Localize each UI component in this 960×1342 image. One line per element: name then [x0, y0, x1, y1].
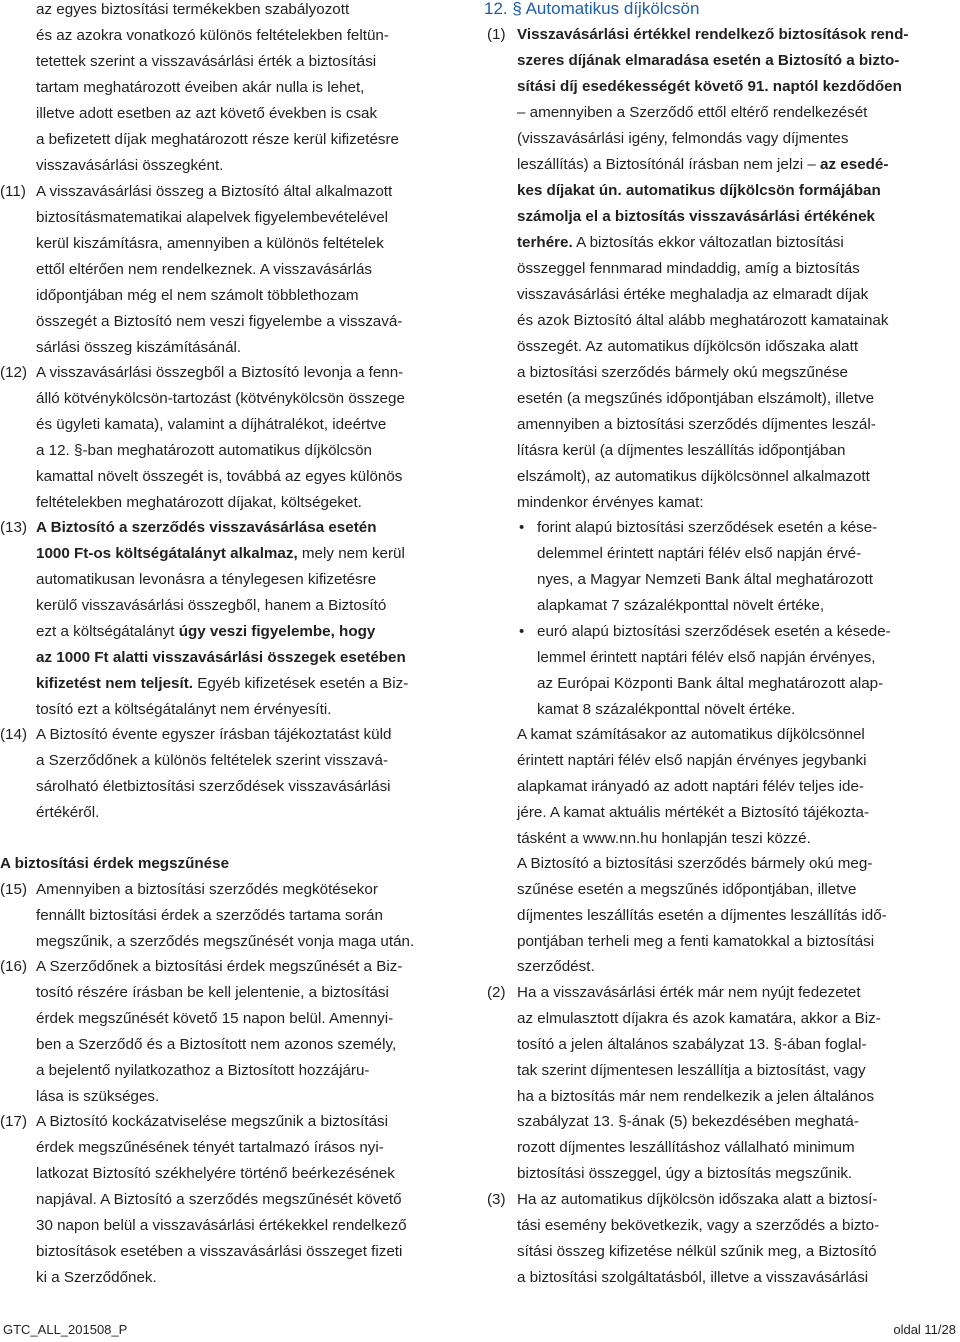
- bold-text-line: A Biztosító a szerződés visszavásárlása esetén: [36, 519, 377, 536]
- bullet-icon: •: [519, 623, 525, 640]
- footer-doc-code: GTC_ALL_201508_P: [3, 1322, 128, 1337]
- text-line: Ha a visszavásárlási érték már nem nyújt fedezetet: [517, 984, 861, 1001]
- text-line: biztosításmatematikai alapelvek figyelembevételével: [36, 209, 389, 226]
- text-line: A kamat számításakor az automatikus díjkölcsönnel: [517, 726, 865, 743]
- text-line: a Szerződőnek a különös feltételek szerint visszavá-: [36, 752, 389, 769]
- plain-text: ezt a költségátalányt: [36, 623, 179, 640]
- bullet-icon: •: [519, 519, 525, 536]
- text-line: összeggel fennmarad mindaddig, amíg a biztosítás: [517, 260, 860, 277]
- text-line: elszámolt), az automatikus díjkölcsönnel alkalmazott: [517, 468, 870, 485]
- text-line: összegét a Biztosító nem veszi figyelembe a visszavá-: [36, 313, 403, 330]
- text-line: [36, 675, 408, 693]
- text-line: tartam meghatározott éveiben akár nulla is lehet,: [36, 79, 365, 96]
- text-line: érintett naptári félév első napján érvényes jegybanki: [517, 752, 867, 769]
- text-line: tásként a www.nn.hu honlapján teszi közzé.: [517, 830, 811, 847]
- text-line: ben a Szerződő és a Biztosított nem azonos személy,: [36, 1036, 397, 1053]
- text-line: fennállt biztosítási érdek a szerződés tartama során: [36, 907, 383, 924]
- text-line: A Biztosító kockázatviselése megszűnik a biztosítási: [36, 1113, 389, 1130]
- text-line: pontjában terheli meg a fenti kamatokkal a biztosítási: [517, 933, 875, 950]
- text-line: napjával. A Biztosító a szerződés megszűnését követő: [36, 1191, 402, 1208]
- paragraph-number: (1): [487, 26, 506, 43]
- text-line: – amennyiben a Szerződő ettől eltérő rendelkezését: [517, 104, 868, 121]
- bold-text-line: kes díjakat ún. automatikus díjkölcsön formájában: [517, 182, 881, 199]
- text-line: [36, 623, 375, 641]
- text-line: tetettek szerint a visszavásárlási érték a biztosítási: [36, 53, 377, 70]
- text-line: 30 napon belül a visszavásárlási értékekkel rendelkező: [36, 1217, 407, 1234]
- section-heading: A biztosítási érdek megszűnése: [0, 855, 230, 872]
- plain-text: A biztosítás ekkor változatlan biztosítási: [572, 234, 844, 251]
- text-line: Ha az automatikus díjkölcsön időszaka alatt a biztosí-: [517, 1191, 878, 1208]
- text-line: illetve adott esetben az azt követő években is csak: [36, 105, 378, 122]
- text-line: a biztosítási szerződés bármely okú megszűnése: [517, 364, 848, 381]
- paragraph-number: (11): [0, 183, 26, 200]
- text-line: sítási összeg kifizetése nélkül szűnik meg, a Biztosító: [517, 1243, 877, 1260]
- text-line: biztosítási összeggel, úgy a biztosítás megszűnik.: [517, 1165, 853, 1182]
- bold-text: terhére.: [517, 234, 573, 251]
- text-line: tási esemény bekövetkezik, vagy a szerződés a bizto-: [517, 1217, 880, 1234]
- text-line: tosító részére írásban be kell jelentenie, a biztosítási: [36, 984, 389, 1001]
- bold-text: úgy veszi figyelembe, hogy: [178, 623, 376, 640]
- text-line: díjmentes leszállítás esetén a díjmentes leszállítás idő-: [517, 907, 887, 924]
- text-line: alapkamat irányadó az adott naptári félév teljes ide-: [517, 778, 864, 795]
- text-line: és az azokra vonatkozó különös feltételekben feltün-: [36, 27, 389, 44]
- bold-text: az esedé-: [820, 156, 889, 173]
- text-line: A visszavásárlási összegből a Biztosító levonja a fenn-: [36, 364, 404, 381]
- text-line: sárolható életbiztosítási szerződések visszavásárlási: [36, 778, 391, 795]
- text-line: érdek megszűnésének tényét tartalmazó írásos nyi-: [36, 1139, 384, 1156]
- text-line: és ügyleti kamata), valamint a díjhátralékot, ideértve: [36, 416, 387, 433]
- text-line: amennyiben a biztosítási szerződés díjmentes leszál-: [517, 416, 876, 433]
- text-line: szűnése esetén a megszűnés időpontjában, illetve: [517, 881, 857, 898]
- bold-text: 1000 Ft-os költségátalányt alkalmaz,: [36, 545, 298, 562]
- text-line: automatikusan levonásra a ténylegesen kifizetésre: [36, 571, 377, 588]
- footer-page-number: oldal 11/28: [893, 1322, 956, 1337]
- text-line: feltételekben meghatározott díjakat, költségeket.: [36, 494, 362, 511]
- text-line: rozott díjmentes leszállításhoz vállalható minimum: [517, 1139, 855, 1156]
- bullet-text-line: nyes, a Magyar Nemzeti Bank által meghatározott: [537, 571, 873, 588]
- bullet-text-line: forint alapú biztosítási szerződések esetén a kése-: [537, 519, 878, 536]
- bullet-text-line: alapkamat 7 százalékponttal növelt értéke,: [537, 597, 825, 614]
- plain-text: Egyéb kifizetések esetén a Biz-: [193, 675, 409, 692]
- text-line: érdek megszűnését követő 15 napon belül. Amennyi-: [36, 1010, 394, 1027]
- text-line: kamattal növelt összegét is, továbbá az egyes különös: [36, 468, 403, 485]
- text-line: tosító a jelen általános szabályzat 13. §-ában foglal-: [517, 1036, 867, 1053]
- paragraph-number: (14): [0, 726, 28, 743]
- bold-text: kifizetést nem teljesít.: [36, 675, 193, 692]
- text-line: [517, 234, 844, 252]
- text-line: az egyes biztosítási termékekben szabályozott: [36, 1, 350, 18]
- text-line: A visszavásárlási összeg a Biztosító által alkalmazott: [36, 183, 393, 200]
- text-line: szerződést.: [517, 958, 595, 975]
- bullet-text-line: delemmel érintett naptári félév első napján érvé-: [537, 545, 862, 562]
- bold-text-line: Visszavásárlási értékkel rendelkező biztosítások rend-: [517, 26, 909, 43]
- text-line: kerül kiszámításra, amennyiben a különös feltételek: [36, 235, 384, 252]
- bold-text-line: az 1000 Ft alatti visszavásárlási összegek esetében: [36, 649, 406, 666]
- text-line: értékéről.: [36, 804, 100, 821]
- text-line: összegét. Az automatikus díjkölcsön időszaka alatt: [517, 338, 859, 355]
- bullet-text-line: kamat 8 százalékponttal növelt értéke.: [537, 701, 796, 718]
- text-line: A Biztosító a biztosítási szerződés bármely okú meg-: [517, 855, 873, 872]
- paragraph-number: (13): [0, 519, 28, 536]
- text-line: a befizetett díjak meghatározott része kerül kifizetésre: [36, 131, 399, 148]
- text-line: tak szerint díjmentesen leszállítja a biztosítást, vagy: [517, 1062, 866, 1079]
- text-line: tosító ezt a költségátalányt nem érvényesíti.: [36, 701, 332, 718]
- paragraph-number: (15): [0, 881, 28, 898]
- paragraph-number: (3): [487, 1191, 506, 1208]
- text-line: Amennyiben a biztosítási szerződés megkötésekor: [36, 881, 378, 898]
- text-line: latkozat Biztosító székhelyére történő beérkezésének: [36, 1165, 395, 1182]
- bold-text-line: szeres díjának elmaradása esetén a Biztosító a bizto-: [517, 52, 900, 69]
- section-title: 12. § Automatikus díjkölcsön: [484, 0, 700, 18]
- text-line: A Szerződőnek a biztosítási érdek megszűnését a Biz-: [36, 958, 403, 975]
- text-line: álló kötvénykölcsön-tartozást (kötvénykölcsön összege: [36, 390, 405, 407]
- text-line: [517, 156, 888, 174]
- text-line: ha a biztosítás már nem rendelkezik a jelen általános: [517, 1088, 875, 1105]
- text-line: megszűnik, a szerződés megszűnését vonja maga után.: [36, 933, 415, 950]
- bullet-text-line: lemmel érintett naptári félév első napján érvényes,: [537, 649, 876, 666]
- bullet-text-line: euró alapú biztosítási szerződések esetén a késede-: [537, 623, 891, 640]
- text-line: ki a Szerződőnek.: [36, 1269, 157, 1286]
- text-line: mindenkor érvényes kamat:: [517, 494, 704, 511]
- paragraph-number: (12): [0, 364, 28, 381]
- text-line: sárlási összeg kiszámításánál.: [36, 339, 242, 356]
- paragraph-number: (16): [0, 958, 28, 975]
- text-line: visszavásárlási értéke meghaladja az elmaradt díjak: [517, 286, 869, 303]
- text-line: a 12. §-ban meghatározott automatikus díjkölcsön: [36, 442, 373, 459]
- text-line: és azok Biztosító által alább meghatározott kamatainak: [517, 312, 889, 329]
- bold-text-line: sítási díj esedékességét követő 91. naptól kezdődően: [517, 78, 902, 95]
- text-line: a bejelentő nyilatkozathoz a Biztosított hozzájáru-: [36, 1062, 370, 1079]
- text-line: kerülő visszavásárlási összegből, hanem a Biztosító: [36, 597, 387, 614]
- bullet-text-line: az Európai Központi Bank által meghatározott alap-: [537, 675, 884, 692]
- text-line: jére. A kamat aktuális mértékét a Biztosító tájékozta-: [517, 804, 870, 821]
- text-line: visszavásárlási összegként.: [36, 157, 224, 174]
- text-line: lása is szükséges.: [36, 1088, 160, 1105]
- text-line: biztosítások esetében a visszavásárlási összeget fizeti: [36, 1243, 403, 1260]
- paragraph-number: (2): [487, 984, 506, 1001]
- text-line: A Biztosító évente egyszer írásban tájékoztatást küld: [36, 726, 392, 743]
- text-line: ettől eltérően nem rendelkeznek. A visszavásárlás: [36, 261, 372, 278]
- text-line: szabályzat 13. §-ának (5) bekezdésében meghatá-: [517, 1113, 859, 1130]
- plain-text: mely nem kerül: [297, 545, 405, 562]
- paragraph-number: (17): [0, 1113, 28, 1130]
- bold-text-line: számolja el a biztosítás visszavásárlási értékének: [517, 208, 875, 225]
- text-line: esetén (a megszűnés időpontjában elszámolt), illetve: [517, 390, 875, 407]
- text-line: az elmulasztott díjakra és azok kamatára, akkor a Biz-: [517, 1010, 881, 1027]
- text-line: (visszavásárlási igény, felmondás vagy díjmentes: [517, 130, 849, 147]
- text-line: a biztosítási szolgáltatásból, illetve a visszavásárlási: [517, 1269, 869, 1286]
- text-line: időpontjában még el nem számolt többlethozam: [36, 287, 359, 304]
- text-line: [36, 545, 405, 563]
- text-line: lításra kerül (a díjmentes leszállítás időpontjában: [517, 442, 846, 459]
- plain-text: leszállítás) a Biztosítónál írásban nem jelzi –: [517, 156, 821, 173]
